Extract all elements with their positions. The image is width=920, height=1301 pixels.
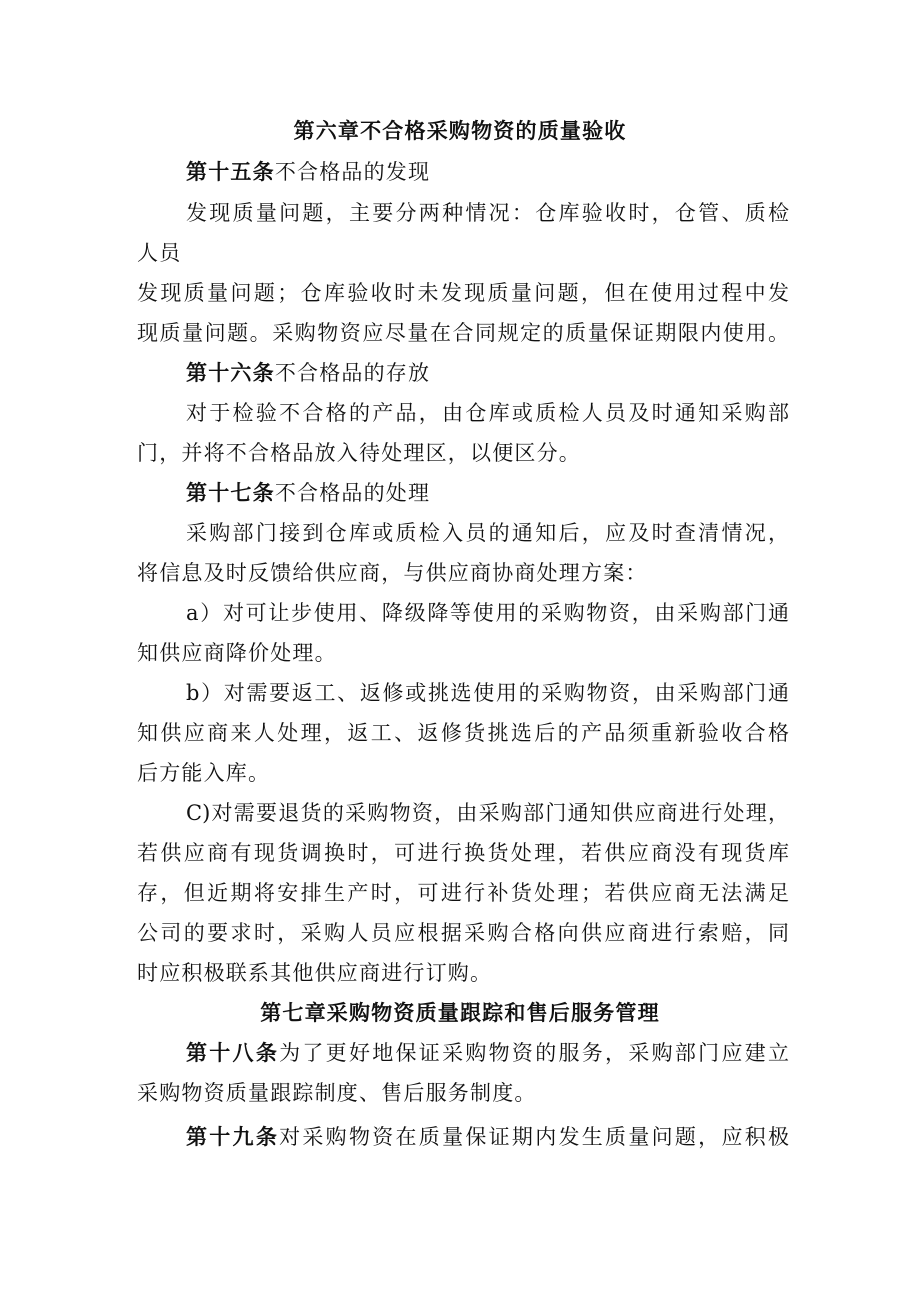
article-18-line2: 采购物资质量跟踪制度、售后服务制度。 bbox=[137, 1081, 537, 1105]
article-16-title: 不合格品的存放 bbox=[274, 361, 431, 385]
article-17-item-c-line3: 存，但近期将安排生产时，可进行补货处理；若供应商无法满足 bbox=[137, 881, 789, 905]
article-19-text: 对采购物资在质量保证期内发生质量问题，应积极 bbox=[279, 1125, 790, 1149]
article-18-label: 第十八条 bbox=[186, 1040, 280, 1065]
article-17-item-c-line5: 时应积极联系其他供应商进行订购。 bbox=[137, 961, 493, 985]
article-17-item-a-line2: 知供应商降价处理。 bbox=[137, 641, 337, 665]
article-15-title: 不合格品的发现 bbox=[274, 160, 431, 184]
article-17-item-b-line3: 后方能入库。 bbox=[137, 761, 271, 785]
article-15-para1-line2: 人员 bbox=[137, 241, 182, 265]
article-15-para2-line2: 现质量问题。采购物资应尽量在合同规定的质量保证期限内使用。 bbox=[137, 321, 789, 345]
article-17-item-b-line1: b）对需要返工、返修或挑选使用的采购物资，由采购部门通 bbox=[186, 681, 789, 705]
chapter-7-title: 第七章采购物资质量跟踪和售后服务管理 bbox=[260, 1000, 660, 1025]
article-16-heading bbox=[186, 358, 430, 388]
article-17-label: 第十七条 bbox=[186, 480, 275, 505]
article-17-item-b-line2: 知供应商来人处理，返工、返修货挑选后的产品须重新验收合格 bbox=[137, 721, 789, 745]
article-17-item-c-line4: 公司的要求时，采购人员应根据采购合格向供应商进行索赔，同 bbox=[137, 921, 789, 945]
article-17-para-line1: 采购部门接到仓库或质检入员的通知后，应及时查清情况， bbox=[186, 521, 789, 545]
article-17-title: 不合格品的处理 bbox=[274, 481, 431, 505]
article-19-line1 bbox=[186, 1122, 789, 1152]
article-18-line1 bbox=[186, 1038, 789, 1068]
article-15-para1-line1: 发现质量问题，主要分两种情况：仓库验收时，仓管、质检 bbox=[186, 201, 789, 225]
article-15-heading bbox=[186, 157, 430, 187]
article-17-para-line2: 将信息及时反馈给供应商，与供应商协商处理方案： bbox=[137, 561, 648, 585]
article-17-item-c-line1: C)对需要退货的采购物资，由采购部门通知供应商进行处理， bbox=[186, 801, 789, 825]
article-16-label: 第十六条 bbox=[186, 360, 275, 385]
article-18-text: 为了更好地保证采购物资的服务，采购部门应建立 bbox=[279, 1041, 790, 1065]
article-15-para2-line1: 发现质量问题；仓库验收时未发现质量问题，但在使用过程中发 bbox=[137, 281, 789, 305]
article-17-item-c-line2: 若供应商有现货调换时，可进行换货处理，若供应商没有现货库 bbox=[137, 841, 789, 865]
article-16-para-line1: 对于检验不合格的产品，由仓库或质检人员及时通知采购部 bbox=[186, 401, 789, 425]
article-16-para-line2: 门，并将不合格品放入待处理区，以便区分。 bbox=[137, 441, 581, 465]
article-19-label: 第十九条 bbox=[186, 1124, 280, 1149]
article-17-item-a-line1: a）对可让步使用、降级降等使用的采购物资，由采购部门通 bbox=[186, 601, 789, 625]
article-17-heading bbox=[186, 478, 430, 508]
chapter-6-title: 第六章不合格采购物资的质量验收 bbox=[293, 118, 627, 143]
article-15-label: 第十五条 bbox=[186, 159, 275, 184]
